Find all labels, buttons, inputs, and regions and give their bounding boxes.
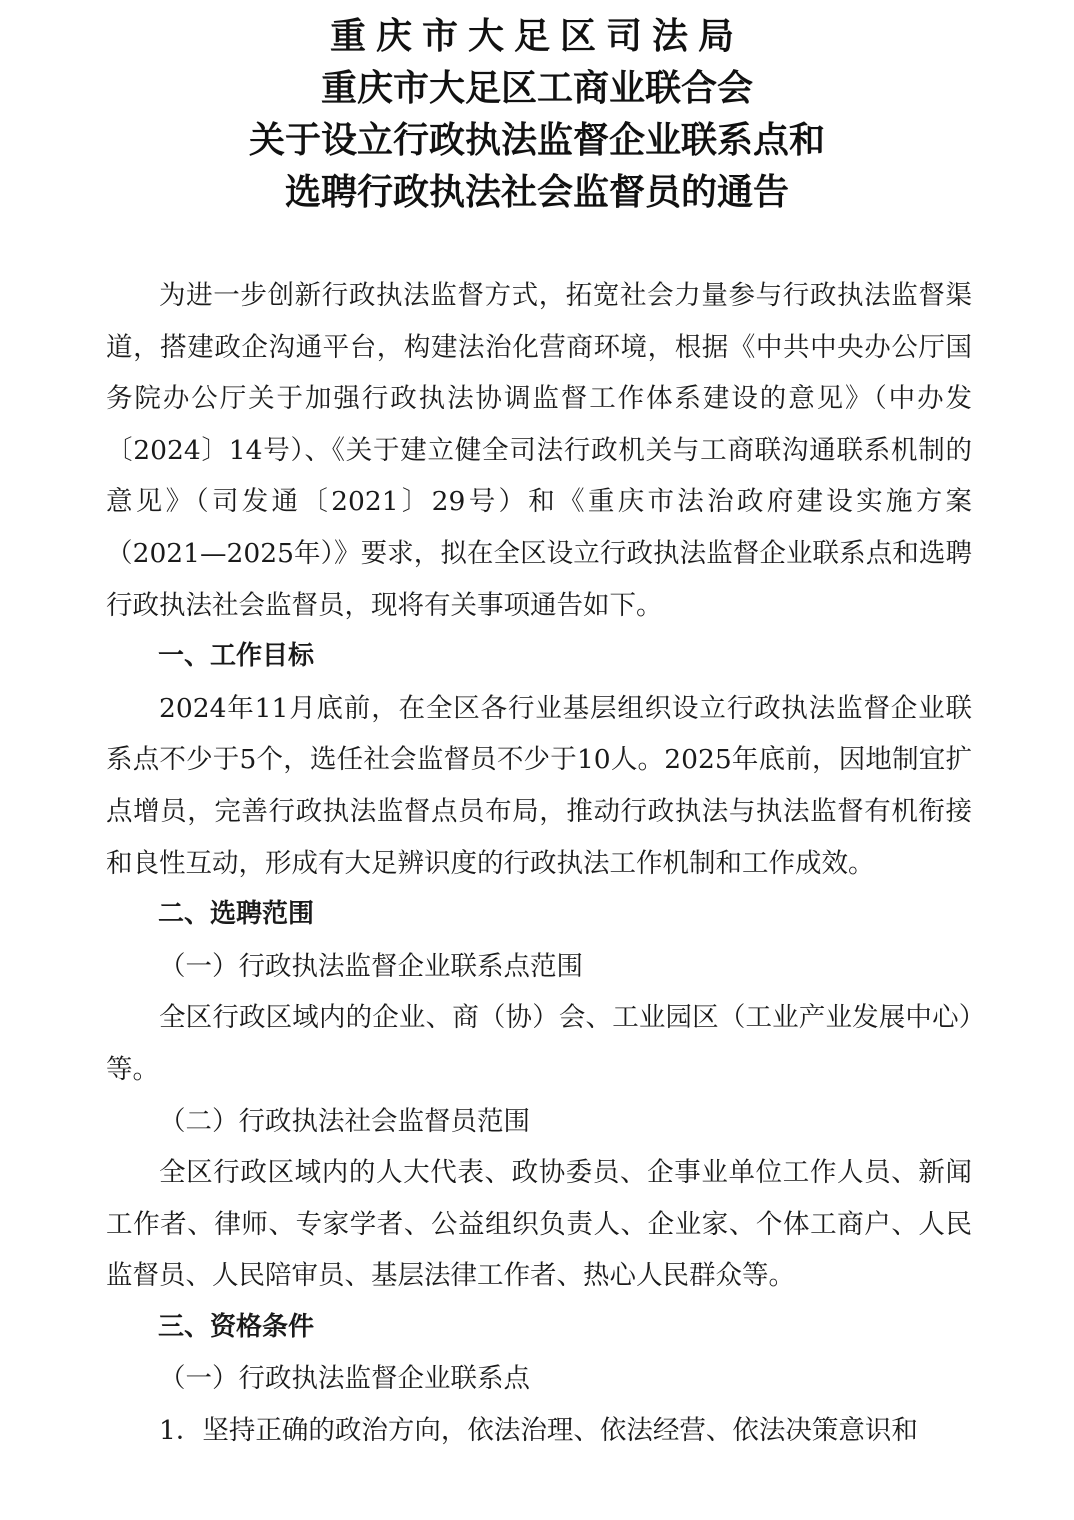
- section-3-heading: 三、资格条件: [158, 1311, 315, 1342]
- section-2-subheading-1: （一）行政执法监督企业联系点范围: [159, 950, 583, 982]
- title-issuer-2: 重庆市大足区工商业联合会: [320, 67, 753, 109]
- document-title: [0, 10, 1074, 218]
- title-subject-2: 选聘行政执法社会监督员的通告: [284, 171, 789, 213]
- section-2-subheading-2: （二）行政执法社会监督员范围: [159, 1105, 530, 1137]
- section-3-subheading-1: （一）行政执法监督企业联系点: [159, 1363, 530, 1395]
- intro-paragraph: 为进一步创新行政执法监督方式，拓宽社会力量参与行政执法监督渠道，搭建政企沟通平台，构建法治化营商环境，根据《中共中央办公厅国务院办公厅关于加强行政执法协调监督工作体系建设的意见》（中办发〔2024〕14号）、《关于建立健全司法行政机关与工商联沟通联系机制的意见》（司发通〔2021〕29号）和《重庆市法治政府建设实施方案（2021—2025年）》要求，拟在全区设立行政执法监督企业联系点和选聘行政执法社会监督员，现将有关事项通告如下。: [106, 280, 972, 621]
- section-1-heading: 一、工作目标: [158, 641, 315, 672]
- section-2-paragraph-2: 全区行政区域内的人大代表、政协委员、企事业单位工作人员、新闻工作者、律师、专家学者、公益组织负责人、企业家、个体工商户、人民监督员、人民陪审员、基层法律工作者、热心人民群众等。: [106, 1157, 972, 1292]
- document-body: [106, 270, 972, 1457]
- section-3-item-1: 1．坚持正确的政治方向，依法治理、依法经营、依法决策意识和: [159, 1415, 918, 1447]
- section-1-paragraph: 2024年11月底前，在全区各行业基层组织设立行政执法监督企业联系点不少于5个，选任社会监督员不少于10人。2025年底前，因地制宜扩点增员，完善行政执法监督点员布局，推动行政执法与执法监督有机衔接和良性互动，形成有大足辨识度的行政执法工作机制和工作成效。: [106, 692, 972, 879]
- section-2-paragraph-1: 全区行政区域内的企业、商（协）会、工业园区（工业产业发展中心）等。: [106, 1002, 972, 1085]
- section-2-heading: 二、选聘范围: [158, 899, 315, 930]
- title-subject-1: 关于设立行政执法监督企业联系点和: [248, 119, 825, 161]
- title-issuer-1: 重庆市大足区司法局: [329, 15, 744, 57]
